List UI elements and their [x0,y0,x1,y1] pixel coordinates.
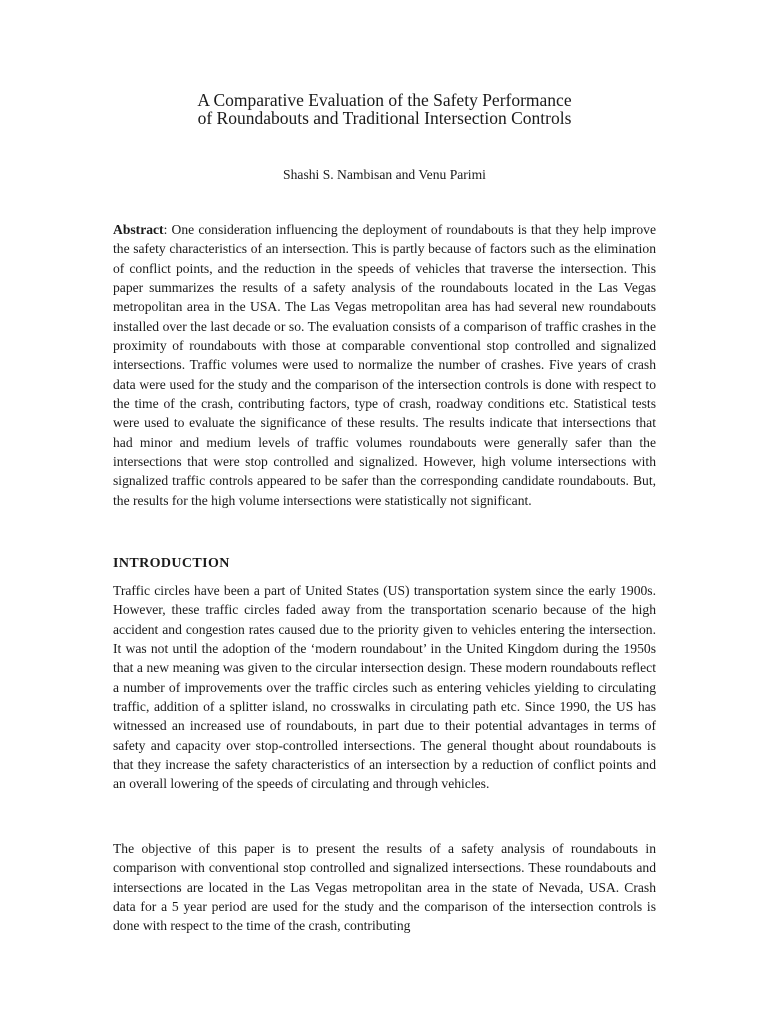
abstract-label: Abstract [113,222,164,237]
introduction-paragraph-2: The objective of this paper is to present the results of a safety analysis of roundabouts in comparison with conventional stop controlled and signalized intersections. These roundabouts and intersections are located in the Las Vegas metropolitan area in the state of Nevada, USA. Crash data for a 5 year period are used for the study and the comparison of the intersection controls is done with respect to the time of the crash, contributing [113,841,656,934]
abstract-text: : One consideration influencing the deployment of roundabouts is that they help improve the safety characteristics of an intersection. This is partly because of factors such as the elimination of conflict points, and the reduction in the speeds of vehicles that traverse the intersection. This paper summarizes the results of a safety analysis of the roundabouts located in the Las Vegas metropolitan area in the USA. The Las Vegas metropolitan area has had several new roundabouts installed over the last decade or so. The evaluation consists of a comparison of traffic crashes in the proximity of roundabouts with those at comparable conventional stop controlled and signalized intersections. Traffic volumes were used to normalize the number of crashes. Five years of crash data were used for the study and the comparison of the intersection controls is done with respect to the time of the crash, contributing factors, type of crash, roadway conditions etc. Statistical tests were used to evaluate the significance of these results. The results indicate that intersections that had minor and medium levels of traffic volumes roundabouts were generally safer than the intersections that were stop controlled and signalized. However, high volume intersections with signalized traffic controls appeared to be safer than the corresponding candidate roundabouts. But, the results for the high volume intersections were statistically not significant. [113,222,656,508]
paper-title-line-1: A Comparative Evaluation of the Safety Performance [197,90,572,110]
introduction-paragraph-1: Traffic circles have been a part of United States (US) transportation system since the early 1900s. However, these traffic circles faded away from the transportation scenario because of the high accident and congestion rates caused due to the priority given to vehicles entering the intersection. It was not until the adoption of the ‘modern roundabout’ in the United Kingdom during the 1950s that a new meaning was given to the circular intersection design. These modern roundabouts reflect a number of improvements over the traffic circles such as entering vehicles yielding to circulating traffic, addition of a splitter island, no crosswalks in circulating path etc. Since 1990, the US has witnessed an increased use of roundabouts, in part due to their potential advantages in terms of safety and capacity over stop-controlled intersections. The general thought about roundabouts is that they increase the safety characteristics of an intersection by a reduction of conflict points and an overall lowering of the speeds of circulating and through vehicles. [113,583,656,792]
abstract-paragraph [113,220,656,510]
paper-title [113,91,656,127]
paper-authors: Shashi S. Nambisan and Venu Parimi [283,167,486,182]
paper-title-line-2: of Roundabouts and Traditional Intersection Controls [197,108,572,128]
introduction-heading: INTRODUCTION [113,556,230,571]
